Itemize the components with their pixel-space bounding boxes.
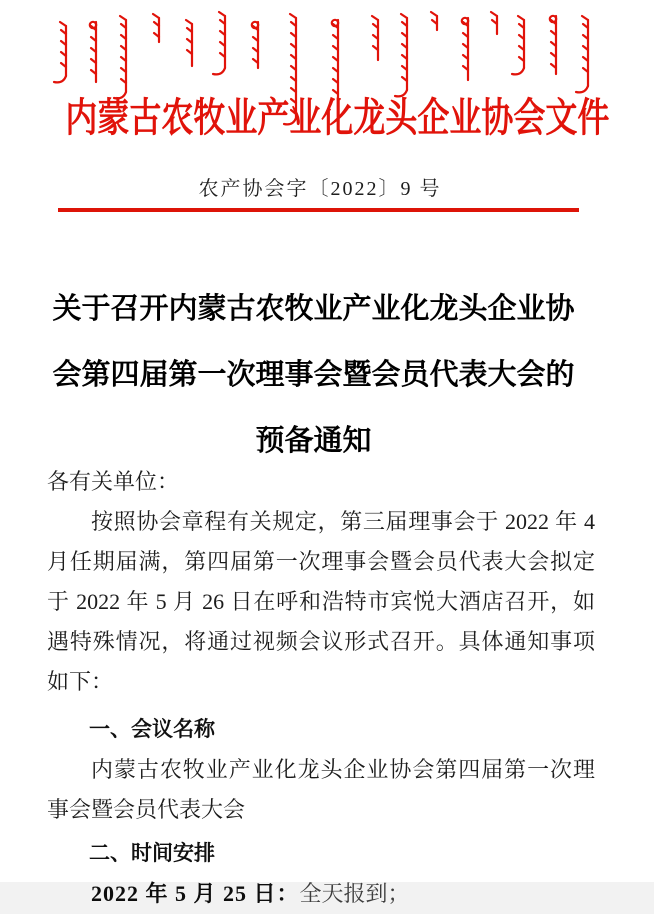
section1-heading: 一、会议名称 [89, 718, 215, 741]
document-title [47, 276, 580, 474]
document-title-line1: 关于召开内蒙古农牧业产业化龙头企业协 [52, 293, 575, 325]
date-detail: 全天报到； [299, 881, 410, 906]
document-body [47, 462, 595, 914]
red-divider-line [58, 208, 579, 212]
doc-number: 农产协会字〔2022〕9 号 [198, 178, 442, 200]
paragraph-intro: 按照协会章程有关规定，第三届理事会于 2022 年 4 月任期届满，第四届第一次理事会暨会员代表大会拟定于 2022 年 5 月 26 日在呼和浩特市宾悦大酒店召开，如遇特殊情况，将通过视频会议形式召开。具体通知事项如下： [47, 509, 595, 694]
masthead-title: 内蒙古农牧业产业化龙头企业协会文件 [65, 95, 610, 140]
section2-heading: 二、时间安排 [89, 842, 215, 865]
salutation: 各有关单位： [47, 469, 180, 494]
date-label: 2022 年 5 月 25 日： [91, 881, 300, 906]
section2-item1 [47, 874, 595, 914]
section1-text: 内蒙古农牧业产业化龙头企业协会第四届第一次理事会暨会员代表大会 [47, 757, 595, 822]
document-title-line2: 会第四届第一次理事会暨会员代表大会的 [52, 359, 575, 391]
document-title-line3: 预备通知 [255, 425, 372, 457]
